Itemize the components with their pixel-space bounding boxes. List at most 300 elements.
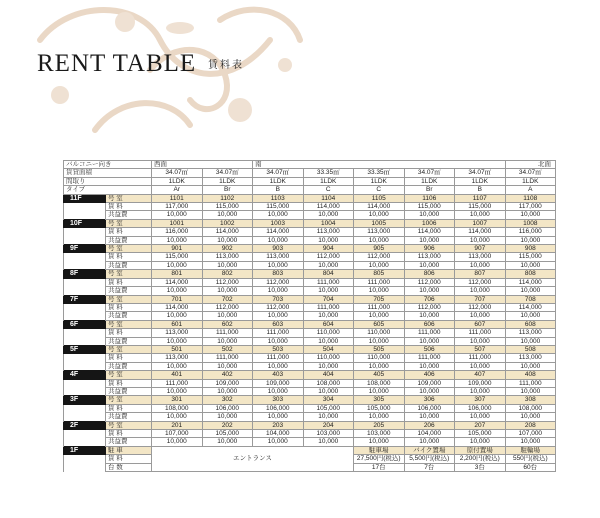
room-number: 706 — [404, 295, 455, 303]
common-fee-value: 10,000 — [152, 387, 203, 395]
floor-row-common — [64, 387, 556, 395]
floor-spacer — [64, 379, 106, 396]
floor-label: 4F — [64, 371, 106, 379]
parking-price: 5,500円(税込) — [404, 455, 455, 463]
rent-value: 109,000 — [404, 379, 455, 387]
common-fee-value: 10,000 — [404, 312, 455, 320]
common-fee-value: 10,000 — [455, 438, 506, 446]
rent-value: 110,000 — [303, 354, 354, 362]
room-number: 807 — [455, 270, 506, 278]
room-number: 407 — [455, 371, 506, 379]
room-number: 1108 — [505, 194, 556, 202]
rent-value: 103,000 — [303, 430, 354, 438]
header-row-orientation — [64, 161, 556, 169]
rent-label: 賃 料 — [106, 253, 152, 261]
common-fee-value: 10,000 — [354, 211, 405, 219]
rent-value: 111,000 — [354, 278, 405, 286]
common-fee-value: 10,000 — [354, 438, 405, 446]
rent-value: 114,000 — [303, 203, 354, 211]
orientation-north: 北面 — [505, 161, 556, 169]
room-number: 505 — [354, 345, 405, 353]
common-fee-label: 共益費 — [106, 387, 152, 395]
room-number: 503 — [253, 345, 304, 353]
common-fee-value: 10,000 — [303, 261, 354, 269]
common-fee-value: 10,000 — [253, 413, 304, 421]
common-fee-value: 10,000 — [253, 261, 304, 269]
floor-row-number — [64, 396, 556, 404]
rent-table-grid — [63, 160, 556, 472]
common-fee-value: 10,000 — [253, 211, 304, 219]
room-number-label: 号 室 — [106, 270, 152, 278]
rent-value: 103,000 — [354, 430, 405, 438]
common-fee-label: 共益費 — [106, 337, 152, 345]
layout-cell: 1LDK — [505, 177, 556, 185]
common-fee-value: 10,000 — [354, 287, 405, 295]
area-label: 賃貸面積 — [64, 169, 152, 177]
room-number: 608 — [505, 320, 556, 328]
room-number: 304 — [303, 396, 354, 404]
orientation-west: 西面 — [152, 161, 253, 169]
floor-label: 9F — [64, 245, 106, 253]
parking-price: 27,500円(税込) — [354, 455, 405, 463]
rent-value: 111,000 — [202, 329, 253, 337]
orientation-label: バルコニー向き — [64, 161, 152, 169]
floor-spacer — [64, 404, 106, 421]
room-number: 701 — [152, 295, 203, 303]
rent-value: 105,000 — [455, 430, 506, 438]
area-cell: 34.07㎡ — [202, 169, 253, 177]
room-number: 208 — [505, 421, 556, 429]
room-number-label: 号 室 — [106, 219, 152, 227]
rent-value: 115,000 — [455, 203, 506, 211]
room-number: 206 — [404, 421, 455, 429]
common-fee-value: 10,000 — [505, 312, 556, 320]
rent-value: 117,000 — [505, 203, 556, 211]
common-fee-value: 10,000 — [354, 261, 405, 269]
room-number-label: 号 室 — [106, 320, 152, 328]
common-fee-value: 10,000 — [202, 387, 253, 395]
room-number: 1103 — [253, 194, 304, 202]
rent-value: 111,000 — [455, 354, 506, 362]
rent-value: 108,000 — [303, 379, 354, 387]
floor-row-rent — [64, 404, 556, 412]
room-number: 201 — [152, 421, 203, 429]
layout-cell: 1LDK — [152, 177, 203, 185]
rent-label: 賃 料 — [106, 203, 152, 211]
common-fee-value: 10,000 — [303, 438, 354, 446]
floor-spacer — [64, 278, 106, 295]
common-fee-value: 10,000 — [455, 413, 506, 421]
rent-value: 104,000 — [404, 430, 455, 438]
rent-value: 112,000 — [455, 303, 506, 311]
common-fee-value: 10,000 — [303, 211, 354, 219]
room-number-label: 号 室 — [106, 245, 152, 253]
room-number: 301 — [152, 396, 203, 404]
common-fee-value: 10,000 — [455, 211, 506, 219]
common-fee-value: 10,000 — [505, 438, 556, 446]
room-number: 302 — [202, 396, 253, 404]
floor-row-common — [64, 261, 556, 269]
common-fee-value: 10,000 — [202, 337, 253, 345]
rent-value: 113,000 — [202, 253, 253, 261]
floor-spacer — [64, 303, 106, 320]
rent-label: 賃 料 — [106, 228, 152, 236]
rent-value: 110,000 — [354, 329, 405, 337]
rent-value: 106,000 — [253, 404, 304, 412]
rent-value: 116,000 — [152, 228, 203, 236]
common-fee-value: 10,000 — [202, 287, 253, 295]
common-fee-value: 10,000 — [253, 387, 304, 395]
room-number: 1003 — [253, 219, 304, 227]
floor-label: 6F — [64, 320, 106, 328]
header-row-area — [64, 169, 556, 177]
rent-value: 115,000 — [202, 203, 253, 211]
floor-label: 7F — [64, 295, 106, 303]
type-cell: Br — [202, 186, 253, 194]
type-cell: Br — [404, 186, 455, 194]
common-fee-value: 10,000 — [253, 236, 304, 244]
rent-value: 106,000 — [455, 404, 506, 412]
room-number-label: 号 室 — [106, 371, 152, 379]
type-cell: A — [505, 186, 556, 194]
common-fee-value: 10,000 — [505, 211, 556, 219]
room-number: 708 — [505, 295, 556, 303]
floor-row-rent — [64, 228, 556, 236]
parking-count: 7台 — [404, 463, 455, 471]
common-fee-value: 10,000 — [505, 413, 556, 421]
room-number: 402 — [202, 371, 253, 379]
area-cell: 33.35㎡ — [303, 169, 354, 177]
room-number: 803 — [253, 270, 304, 278]
layout-cell: 1LDK — [202, 177, 253, 185]
common-fee-value: 10,000 — [404, 413, 455, 421]
room-number: 1006 — [404, 219, 455, 227]
room-number: 1004 — [303, 219, 354, 227]
room-number: 306 — [404, 396, 455, 404]
common-fee-value: 10,000 — [152, 413, 203, 421]
room-number: 602 — [202, 320, 253, 328]
rent-value: 105,000 — [202, 430, 253, 438]
rent-value: 114,000 — [202, 228, 253, 236]
room-number: 705 — [354, 295, 405, 303]
room-number: 501 — [152, 345, 203, 353]
floor-row-rent — [64, 430, 556, 438]
common-fee-value: 10,000 — [404, 337, 455, 345]
rent-value: 111,000 — [303, 303, 354, 311]
floor-label: 8F — [64, 270, 106, 278]
parking-row-label: 駐 車 — [106, 446, 152, 454]
floor-row-rent — [64, 253, 556, 261]
rent-label: 賃 料 — [106, 379, 152, 387]
common-fee-value: 10,000 — [152, 211, 203, 219]
type-cell: Ar — [152, 186, 203, 194]
rent-value: 112,000 — [202, 303, 253, 311]
rent-value: 114,000 — [505, 278, 556, 286]
rent-value: 111,000 — [505, 379, 556, 387]
room-number: 703 — [253, 295, 304, 303]
page-title: RENT TABLE — [37, 50, 197, 77]
floor-label: 1F — [64, 446, 106, 454]
common-fee-value: 10,000 — [202, 261, 253, 269]
floor-row-common — [64, 312, 556, 320]
rent-table — [63, 160, 555, 472]
parking-type: 駐輪場 — [505, 446, 556, 454]
rent-value: 112,000 — [253, 278, 304, 286]
rent-value: 107,000 — [152, 430, 203, 438]
area-cell: 34.07㎡ — [505, 169, 556, 177]
floor-label: 10F — [64, 219, 106, 227]
rent-value: 113,000 — [404, 253, 455, 261]
floor-row-common — [64, 413, 556, 421]
room-number: 804 — [303, 270, 354, 278]
rent-value: 113,000 — [152, 329, 203, 337]
rent-value: 111,000 — [354, 303, 405, 311]
parking-row-label: 賃 料 — [106, 455, 152, 463]
rent-value: 117,000 — [152, 203, 203, 211]
room-number: 408 — [505, 371, 556, 379]
common-fee-value: 10,000 — [253, 337, 304, 345]
room-number-label: 号 室 — [106, 295, 152, 303]
common-fee-value: 10,000 — [404, 236, 455, 244]
common-fee-value: 10,000 — [404, 438, 455, 446]
floor-row-number — [64, 270, 556, 278]
common-fee-value: 10,000 — [354, 362, 405, 370]
floor-spacer — [64, 430, 106, 447]
rent-value: 112,000 — [202, 278, 253, 286]
floor-row-number — [64, 371, 556, 379]
room-number: 808 — [505, 270, 556, 278]
room-number: 1001 — [152, 219, 203, 227]
rent-value: 106,000 — [202, 404, 253, 412]
common-fee-value: 10,000 — [505, 261, 556, 269]
room-number: 1105 — [354, 194, 405, 202]
room-number: 502 — [202, 345, 253, 353]
rent-value: 111,000 — [404, 329, 455, 337]
room-number: 903 — [253, 245, 304, 253]
room-number: 704 — [303, 295, 354, 303]
common-fee-value: 10,000 — [354, 387, 405, 395]
common-fee-label: 共益費 — [106, 211, 152, 219]
floor-row-number — [64, 219, 556, 227]
floor-row-rent — [64, 379, 556, 387]
floor-row-common — [64, 362, 556, 370]
common-fee-value: 10,000 — [202, 211, 253, 219]
room-number: 1107 — [455, 194, 506, 202]
floor-row-number — [64, 320, 556, 328]
type-cell: B — [253, 186, 304, 194]
common-fee-value: 10,000 — [455, 312, 506, 320]
room-number: 1007 — [455, 219, 506, 227]
parking-type: 原付置場 — [455, 446, 506, 454]
rent-value: 114,000 — [505, 303, 556, 311]
common-fee-label: 共益費 — [106, 236, 152, 244]
rent-value: 111,000 — [202, 354, 253, 362]
rent-value: 110,000 — [354, 354, 405, 362]
rent-value: 108,000 — [505, 404, 556, 412]
rent-value: 104,000 — [253, 430, 304, 438]
common-fee-label: 共益費 — [106, 413, 152, 421]
common-fee-value: 10,000 — [152, 261, 203, 269]
floor-row-number — [64, 245, 556, 253]
common-fee-value: 10,000 — [303, 362, 354, 370]
common-fee-value: 10,000 — [455, 337, 506, 345]
rent-table-body — [64, 161, 556, 472]
rent-value: 111,000 — [455, 329, 506, 337]
rent-value: 108,000 — [354, 379, 405, 387]
rent-value: 111,000 — [404, 354, 455, 362]
rent-value: 112,000 — [404, 278, 455, 286]
common-fee-value: 10,000 — [202, 438, 253, 446]
room-number: 303 — [253, 396, 304, 404]
parking-price: 550円(税込) — [505, 455, 556, 463]
room-number: 606 — [404, 320, 455, 328]
rent-value: 115,000 — [505, 253, 556, 261]
floor-row-rent — [64, 278, 556, 286]
area-cell: 34.07㎡ — [253, 169, 304, 177]
parking-count: 17台 — [354, 463, 405, 471]
rent-value: 114,000 — [152, 303, 203, 311]
rent-value: 106,000 — [404, 404, 455, 412]
common-fee-value: 10,000 — [455, 362, 506, 370]
floor-row-common — [64, 438, 556, 446]
page-subtitle: 賃料表 — [208, 60, 244, 71]
room-number: 905 — [354, 245, 405, 253]
room-number-label: 号 室 — [106, 421, 152, 429]
common-fee-value: 10,000 — [505, 287, 556, 295]
rent-value: 115,000 — [152, 253, 203, 261]
common-fee-value: 10,000 — [152, 362, 203, 370]
floor-row-rent — [64, 303, 556, 311]
parking-row-label: 台 数 — [106, 463, 152, 471]
common-fee-value: 10,000 — [404, 211, 455, 219]
common-fee-value: 10,000 — [354, 413, 405, 421]
type-label: タイプ — [64, 186, 152, 194]
type-cell: C — [303, 186, 354, 194]
rent-value: 107,000 — [505, 430, 556, 438]
rent-value: 112,000 — [455, 278, 506, 286]
rent-value: 113,000 — [455, 253, 506, 261]
layout-cell: 1LDK — [253, 177, 304, 185]
common-fee-value: 10,000 — [253, 362, 304, 370]
rent-label: 賃 料 — [106, 329, 152, 337]
common-fee-value: 10,000 — [152, 236, 203, 244]
rent-value: 112,000 — [253, 303, 304, 311]
room-number: 506 — [404, 345, 455, 353]
floor-row-rent — [64, 329, 556, 337]
rent-value: 112,000 — [404, 303, 455, 311]
room-number: 204 — [303, 421, 354, 429]
area-cell: 34.07㎡ — [455, 169, 506, 177]
floor-label: 2F — [64, 421, 106, 429]
rent-label: 賃 料 — [106, 278, 152, 286]
floor-row-rent — [64, 354, 556, 362]
rent-value: 114,000 — [455, 228, 506, 236]
rent-value: 112,000 — [354, 253, 405, 261]
room-number: 805 — [354, 270, 405, 278]
rent-value: 111,000 — [253, 329, 304, 337]
floor-spacer — [64, 203, 106, 220]
common-fee-value: 10,000 — [202, 362, 253, 370]
parking-type: バイク置場 — [404, 446, 455, 454]
rent-value: 115,000 — [404, 203, 455, 211]
type-cell: C — [354, 186, 405, 194]
layout-cell: 1LDK — [354, 177, 405, 185]
parking-price: 2,200円(税込) — [455, 455, 506, 463]
room-number: 1106 — [404, 194, 455, 202]
room-number: 707 — [455, 295, 506, 303]
area-cell: 33.35㎡ — [354, 169, 405, 177]
floor-spacer — [64, 455, 106, 472]
entrance-label: エントランス — [152, 446, 354, 471]
rent-value: 112,000 — [303, 253, 354, 261]
common-fee-value: 10,000 — [303, 337, 354, 345]
room-number: 404 — [303, 371, 354, 379]
rent-value: 105,000 — [354, 404, 405, 412]
room-number: 908 — [505, 245, 556, 253]
room-number: 1104 — [303, 194, 354, 202]
room-number: 202 — [202, 421, 253, 429]
floor-spacer — [64, 253, 106, 270]
room-number-label: 号 室 — [106, 345, 152, 353]
common-fee-value: 10,000 — [253, 287, 304, 295]
common-fee-value: 10,000 — [505, 362, 556, 370]
rent-value: 114,000 — [152, 278, 203, 286]
floor-row-common — [64, 211, 556, 219]
common-fee-value: 10,000 — [253, 438, 304, 446]
rent-label: 賃 料 — [106, 430, 152, 438]
rent-value: 116,000 — [505, 228, 556, 236]
rent-value: 114,000 — [404, 228, 455, 236]
layout-label: 間取り — [64, 177, 152, 185]
layout-cell: 1LDK — [303, 177, 354, 185]
parking-count: 3台 — [455, 463, 506, 471]
floor-row-common — [64, 236, 556, 244]
rent-value: 109,000 — [202, 379, 253, 387]
room-number: 305 — [354, 396, 405, 404]
floor-row-number — [64, 345, 556, 353]
common-fee-value: 10,000 — [202, 312, 253, 320]
rent-value: 114,000 — [253, 228, 304, 236]
rent-value: 113,000 — [303, 228, 354, 236]
rent-value: 114,000 — [354, 203, 405, 211]
common-fee-value: 10,000 — [152, 438, 203, 446]
type-cell: B — [455, 186, 506, 194]
room-number: 603 — [253, 320, 304, 328]
room-number: 906 — [404, 245, 455, 253]
room-number: 1102 — [202, 194, 253, 202]
room-number: 406 — [404, 371, 455, 379]
common-fee-value: 10,000 — [303, 287, 354, 295]
rent-value: 105,000 — [303, 404, 354, 412]
floor-row-rent — [64, 203, 556, 211]
rent-value: 113,000 — [505, 329, 556, 337]
room-number: 601 — [152, 320, 203, 328]
header-row-type — [64, 186, 556, 194]
common-fee-label: 共益費 — [106, 287, 152, 295]
room-number: 901 — [152, 245, 203, 253]
common-fee-value: 10,000 — [152, 312, 203, 320]
rent-value: 111,000 — [303, 278, 354, 286]
room-number-label: 号 室 — [106, 396, 152, 404]
layout-cell: 1LDK — [404, 177, 455, 185]
room-number: 702 — [202, 295, 253, 303]
room-number: 308 — [505, 396, 556, 404]
room-number: 207 — [455, 421, 506, 429]
common-fee-value: 10,000 — [152, 337, 203, 345]
floor-spacer — [64, 329, 106, 346]
room-number: 802 — [202, 270, 253, 278]
rent-value: 109,000 — [455, 379, 506, 387]
